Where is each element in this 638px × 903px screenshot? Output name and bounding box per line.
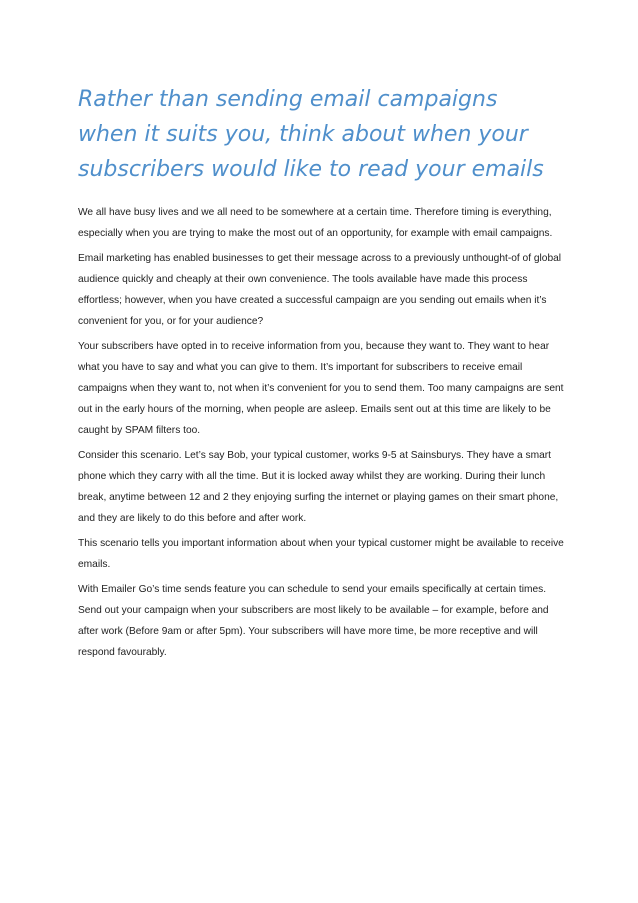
document-body [78,202,570,667]
paragraph-time-sends: With Emailer Go’s time sends feature you can schedule to send your emails specifically at certain times. Send out your campaign when your subscribers are most likely to be available – for example, before and after work (Before 9am or after 5pm). Your subscribers will have more time, be more receptive and will respond favourably. [78,584,549,658]
paragraph-scenario-insight: This scenario tells you important information about when your typical customer might be available to receive emails. [78,538,564,570]
paragraph-email-marketing: Email marketing has enabled businesses to get their message across to a previously unthought-of of global audience quickly and cheaply at their own convenience. The tools available have made this process effortless; however, when you have created a successful campaign are you sending out emails when it’s convenient for you, or for your audience? [78,253,562,327]
paragraph-scenario: Consider this scenario. Let’s say Bob, your typical customer, works 9-5 at Sainsburys. They have a smart phone which they carry with all the time. But it is locked away whilst they are working. During their lunch break, anytime between 12 and 2 they enjoying surfing the internet or playing games on their smart phone, and they are likely to do this before and after work. [78,450,559,524]
paragraph-subscribers: Your subscribers have opted in to receive information from you, because they want to. They want to hear what you have to say and what you can give to them. It’s important for subscribers to receive email campaigns when they want to, not when it’s convenient for you to send them. Too many campaigns are sent out in the early hours of the morning, when people are asleep. Emails sent out at this time are likely to be caught by SPAM filters too. [78,341,564,436]
document-title: Rather than sending email campaigns when it suits you, think about when your subscribers would like to read your emails [78,87,544,182]
paragraph-timing: We all have busy lives and we all need to be somewhere at a certain time. Therefore timing is everything, especially when you are trying to make the most out of an opportunity, for example with email campaigns. [78,207,553,239]
